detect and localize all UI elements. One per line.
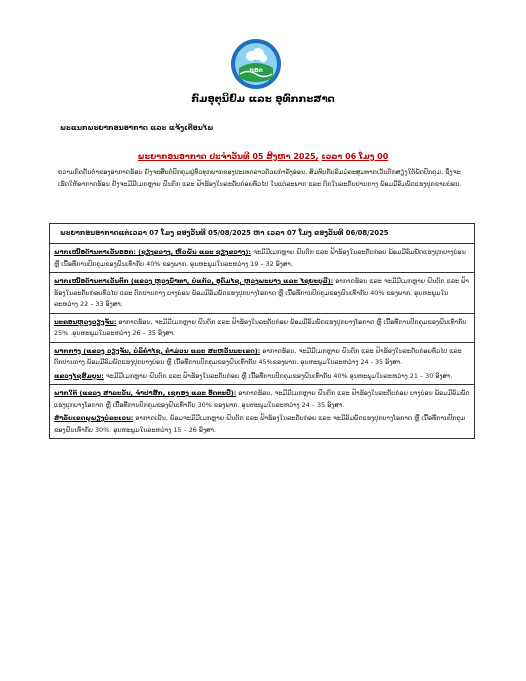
logo-text: ກອຄ [249,67,263,74]
forecast-row-northwest [50,273,474,314]
subregion-label: ສຳລັບເຂດພູພຽງບໍລະເວນ: [54,414,134,422]
department-logo [230,38,282,90]
subregion-forecast-text: ຈະມີມີເມກຫຼາຍ ຝົນຕົກ ແລະ ຟ້າຮ້ອງໃນລະດັບກ່ອຍ ຫຼື ເນື້ອທີ່ການປົກຄຸມຂອງຝົນເທົ່າກັບ 40% ອຸນຫະພູມໃນລະຫວ່າງ 21 – 30 ອົງສາ. [103,371,453,380]
forecast-table [49,223,475,439]
region-label: ພາກເໜືອດ້ານຕາເວັນຕົກ (ແຂວງ ຫຼວງນ້ຳທາ, ບໍ່ແກ້ວ, ອຸດົມໄຊ, ຫຼວງພະບາງ ແລະ ໄຊຍະບູລີ): [54,277,334,285]
region-label: ພາກກາງ (ແຂວງ ວຽງຈັນ, ບໍລິຄຳໄຊ, ຄຳມ່ວນ ແລະ ສະຫວັນນະເຂດ): [54,346,261,355]
region-forecast-text: ອາກາດຮ້ອນ ແລະ ຈະມີມີເມກຫຼາຍ ຝົນຕົກ ແລະ ຟ້າຮ້ອງໃນລະດັບກ່ອຍທົ່ວໄປ ແລະ ຕົກປານກາງ ບາງບ່ອນ ພ້ອມມີລົມພັດແຮງປຸກບາງໂອກາດ ຫຼື ເນື້ອທີ່ການປົກຄຸມຂອງຝົນເທົ່າກັບ 40% ຂອງພາກ. ອຸນຫະພູມໃນລະຫວ່າງ 22 – 33 ອົງສາ. [54,277,469,308]
forecast-row-northeast [50,244,474,273]
division-name: ພະແນກພະຍາກອນອາກາດ ແລະ ແຈ້ງເຕືອນໄພ [60,124,214,132]
region-forecast-text: ອາກາດຮ້ອນ, ຈະມີມີເມກຫຼາຍ ຝົນຕົກ ແລະ ຟ້າຮ້ອງໃນລະດັບກ່ອຍ ພ້ອມມີລົມພັດແຮງປຸກບາງໂອກາດ ຫຼື ເນື້ອທີ່ການປົກຄຸມຂອງຝົນເທົ່າກັບ 25% .ອຸນຫະພູມໃນລະຫວ່າງ 26 – 35 ອົງສາ. [54,317,467,337]
forecast-row-central [50,343,474,386]
forecast-row-vientiane-capital [50,314,474,343]
region-forecast-text: ອາກາດຮ້ອນ, ຈະມີມີເມກຫຼາຍ ຝົນຕົກ ແລະ ຟ້າຮ້ອງໃນລະດັບກ່ອຍ ບາງບ່ອນ ພ້ອມມີລົມພັດແຮງປຸກບາງໂອກາດ ຫຼື ເນື້ອທີ່ການປົກຄຸມຂອງຝົນເທົ່າກັບ 30% ຂອງພາກ. ອຸນຫະພູມໃນລະຫວ່າງ 24 – 35 ອົງສາ. [54,389,470,409]
forecast-row-south [50,385,474,438]
forecast-headline [0,152,526,161]
headline-title: ພະຍາກອນອາກາດ ປະຈຳວັນທີ 05 ສິງຫາ 2025, [137,152,319,161]
intro-paragraph: ຄວາມກົດດັນຕ່ຳຂອງອາກາດຮ້ອນ ຍັງຈະສືບຕໍ່ປົກຄຸມຢູ່ທົ່ວທຸກພາກຂອງປະເທດລາວດ້ວຍກຳລັງອ່ອນ. ສົມທົບກັບລົມມໍລະສຸມທາດເວັນຕົກສຽງໃຕ້ພັດປົກຄຸມ, ຊຶ່ງຈະເຮັດໃຫ້ອາກາດຮ້ອນ ຍັງຈະມີມີເມກຫຼາຍ ຝົນຕົກ ແລະ ຟ້າຮ້ອງໃນລະດັບກ່ອຍທົ່ວໄປ ໃນແຕ່ລະພາກ ແລະ ຕົກໃນລະດັບປານກາງ ພ້ອມມີລົມພັດແຮງປຸກຂາຍບ່ອນ. [58,168,462,188]
region-forecast-text: ຈະມີມີເມກຫຼາຍ ຝົນຕົກ ແລະ ຟ້າຮ້ອງໃນລະດັບກ່ອຍ ພ້ອມມີລົມພັດແຮງປຸກບາງບ່ອນ ຫຼື ເນື້ອທີ່ການປົກຄຸມຂອງຝົນເທົ່າກັບ 40% ຂອງພາກ. ອຸນຫະພູມໃນລະຫວ່າງ 19 – 32 ອົງສາ. [54,248,466,268]
subregion-label: ແຂວງໄຊສົມບູນ: [54,371,104,380]
region-label: ນະຄອນຫຼວງວຽງຈັນ: [54,317,117,326]
region-forecast-text: ອາກາດຮ້ອນ, ຈະມີມີເມກຫຼາຍ ຝົນຕົກ ແລະ ຟ້າຮ້ອງໃນລະດັບກ່ອຍທົ່ວໄປ ແລະ ຕົກປານກາງ ພ້ອມມີລົມພັດແຮງປຸກບາງບ່ອນ ຫຼື ເນື້ອທີ່ການປົກຄຸມຂອງຝົນເທົ່າກັບ 45%ຂອງພາກ. ອຸນຫະພູມໃນລະຫວ່າງ 24 - 35 ອົງສາ. [54,346,462,366]
agency-name: ກົມອຸຕຸນິຍົມ ແລະ ອຸທົກກະສາດ [191,94,335,105]
region-label: ພາກເໜືອດ້ານຕາເວັນອອກ: (ຊຽງຂວາງ, ຫົວພັນ ແລະ ຊຽງຂວາງ): [54,248,251,256]
forecast-period: ພະຍາກອນອາກາດແຕ່ເວລາ 07 ໂມງ ຂອງວັນທີ 05/08/2025 ຫາ ເວລາ 07 ໂມງ ຂອງວັນທີ 06/08/2025 [50,224,474,244]
subregion-forecast-text: ອາກາດເຢັນ, ພ້ອມຈະມີມີເມກຫຼາຍ ຝົນຕົກ ແລະ ຟ້າຮ້ອງໃນລະດັບກ່ອຍ ແລະ ຈະມີລົມພັດແຮງປຸກບາງໂອກາດ ຫຼື ເນື້ອທີ່ການປົກຄຸມຂອງຝົນເທົ່າກັບ 30%. ອຸນຫະພູມໃນລະຫວ່າງ 15 – 26 ອົງສາ. [54,414,466,434]
headline-time: ເວລາ 06 ໂມງ 00 [321,152,389,161]
region-label: ພາກໃຕ້ (ແຂວງ ສາລະວັນ, ຈຳປາສັກ, ເຊກອງ ແລະ ອັດຕະປື): [54,389,237,397]
